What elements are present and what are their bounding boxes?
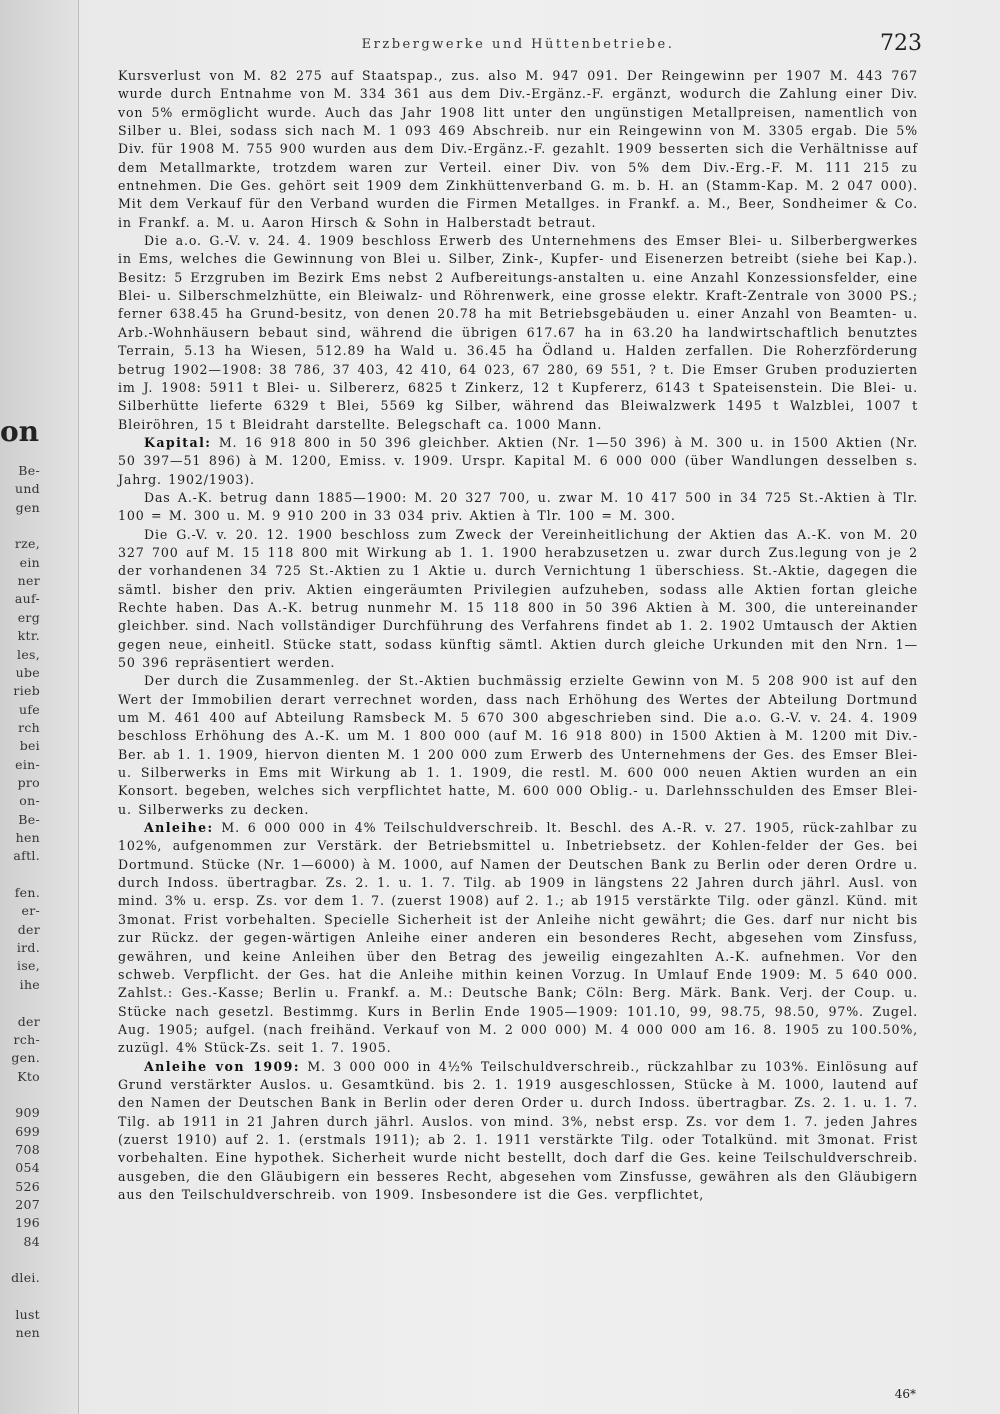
margin-fragment: aftl. <box>13 848 40 864</box>
article-body <box>118 67 918 1204</box>
margin-fragment: rze, <box>14 536 40 552</box>
margin-fragment: 909 <box>15 1105 40 1121</box>
margin-fragment: 84 <box>23 1233 40 1249</box>
margin-fragment: er- <box>21 903 40 919</box>
margin-fragment: 699 <box>15 1123 40 1139</box>
margin-fragment: gen. <box>11 1050 40 1066</box>
margin-fragment: auf- <box>14 591 40 607</box>
margin-fragment: und <box>14 481 40 497</box>
page-number: 723 <box>880 31 922 56</box>
margin-fragment: bei <box>19 738 40 754</box>
margin-fragment: on- <box>19 793 40 809</box>
margin-fragment: ube <box>15 664 40 680</box>
margin-fragment: les, <box>17 646 40 662</box>
paragraph-acquisition <box>118 232 918 434</box>
paragraph-earnings <box>118 67 918 232</box>
paragraph-anleihe <box>118 819 918 1057</box>
paragraph-capital-reduction <box>118 526 918 673</box>
paragraph-capital-history <box>118 489 918 526</box>
page-header <box>118 31 922 61</box>
margin-fragment: ein <box>19 554 40 570</box>
margin-fragment: pro <box>17 774 40 790</box>
margin-fragment: rch <box>18 719 40 735</box>
paragraph-anleihe-1909 <box>118 1058 918 1205</box>
margin-fragment: ise, <box>17 958 40 974</box>
margin-fragment: nen <box>15 1325 40 1341</box>
margin-fragment: fen. <box>14 885 40 901</box>
section-label-kapital: Kapital: <box>144 434 212 450</box>
margin-fragment: rch- <box>13 1031 40 1047</box>
signature-mark: 46* <box>894 1387 916 1401</box>
paragraph-text: M. 16 918 800 in 50 396 gleichber. Aktien (Nr. 1—50 396) à M. 300 u. in 1500 Aktien (Nr. 50 397—51 896) à M. 1200, Emiss. v. 1909. Urspr. Kapital M. 6 000 000 (über Wandlungen desselben s. Jahrg. 1902/1903). <box>118 434 918 487</box>
paragraph-text: Die a.o. G.-V. v. 24. 4. 1909 beschloss Erwerb des Unternehmens des Emser Blei- u. Silberbergwerkes in Ems, welches die Gewinnung von Blei u. Silber, Zink-, Kupfer- und Eisenerzen betreibt (siehe bei Kap.). Besitz: 5 Erzgruben im Bezirk Ems nebst 2 Aufbereitungs-anstalten u. eine Anzahl Konzessionsfelder, eine Blei- u. Silberschmelzhütte, ein Bleiwalz- und Röhrenwerk, eine grosse elektr. Kraft-Zentrale von 3000 PS.; ferner 638.45 ha Grund-besitz, von denen 20.78 ha mit Betriebsgebäuden u. einer Anzahl von Beamten- u. Arb.-Wohnhäusern bebaut sind, während die übrigen 617.67 ha in 63.20 ha landwirtschaftlich benutztes Terrain, 5.13 ha Wiesen, 512.89 ha Wald u. 36.45 ha Ödland u. Halden zerfallen. Die Roherzförderung betrug 1902—1908: 38 786, 37 403, 42 410, 64 023, 67 280, 69 551, ? t. Die Emser Gruben produzierten im J. 1908: 5911 t Blei- u. Silbererz, 6825 t Zinkerz, 12 t Kupfererz, 6143 t Spateisenstein. Die Blei- u. Silberhütte lieferte 6329 t Blei, 5569 kg Silber, während das Bleiwalzwerk 1495 t Walzblei, 1007 t Bleiröhren, 15 t Bleidraht darstellte. Belegschaft ca. 1000 Mann. <box>118 233 918 432</box>
margin-fragment: 054 <box>15 1160 40 1176</box>
margin-fragment: Kto <box>17 1068 40 1084</box>
running-head: Erzbergwerke und Hüttenbetriebe. <box>361 37 675 52</box>
paragraph-text: Das A.-K. betrug dann 1885—1900: M. 20 327 700, u. zwar M. 10 417 500 in 34 725 St.-Aktien à Tlr. 100 = M. 300 u. M. 9 910 200 in 33 034 priv. Aktien à Tlr. 100 = M. 300. <box>118 489 918 524</box>
paragraph-text: Die G.-V. v. 20. 12. 1900 beschloss zum Zweck der Vereinheitlichung der Aktien das A.-K. von M. 20 327 700 auf M. 15 118 800 mit Wirkung ab 1. 1. 1900 herabzusetzen u. zwar durch Zus.legung von je 2 der vorhandenen 34 725 St.-Aktien zu 1 Aktie u. durch Vernichtung 1 überschiess. St.-Aktie, dagegen die sämtl. bisher den priv. Aktien eingeräumten Privilegien aufzuheben, sodass alle Aktien fortan gleiche Rechte haben. Das A.-K. betrug nunmehr M. 15 118 800 in 50 396 Aktien à M. 300, die untereinander gleichber. sind. Nach vollständiger Durchführung des Verfahrens findet ab 1. 2. 1902 Umtausch der Aktien gegen neue, einheitl. Stücke statt, sodass künftig sämtl. Aktien durch gleiche Urkunden mit den Nrn. 1—50 396 repräsentiert werden. <box>118 526 918 670</box>
margin-fragment: 708 <box>15 1141 40 1157</box>
paragraph-text: M. 3 000 000 in 4½% Teilschuldverschreib., rückzahlbar zu 103%. Einlösung auf Grund verstärkter Auslos. u. Gesamtkünd. bis 2. 1. 1919 ausgeschlossen, Stücke à M. 1000, lautend auf den Namen der Deutschen Bank in Berlin oder deren Order u. durch Indoss. übertragbar. Zs. 2. 1. u. 1. 7. Tilg. ab 1911 in 21 Jahren durch jährl. Auslos. von mind. 3%, nebst ersp. Zs. vor dem 1. 7. jeden Jahres (zuerst 1910) auf 2. 1. (erstmals 1911); ab 2. 1. 1911 verstärkte Tilg. oder Totalkünd. mit 3monat. Frist vorbehalten. Eine hypothek. Sicherheit wurde nicht bestellt, doch darf die Ges. keine Teilschuldverschreib. ausgeben, die den Gläubigern ein besseres Recht, abgesehen vom Zinsfusse, gewähren als den Gläubigern aus den Teilschuldverschreib. von 1909. Insbesondere ist die Ges. verpflichtet, <box>118 1058 918 1202</box>
margin-fragment: der <box>17 1013 40 1029</box>
margin-fragment: rieb <box>13 683 40 699</box>
section-label-anleihe-1909: Anleihe von 1909: <box>144 1058 300 1074</box>
paragraph-text: Der durch die Zusammenleg. der St.-Aktien buchmässig erzielte Gewinn von M. 5 208 900 ist auf den Wert der Immobilien derart verrechnet worden, dass nach Erhöhung des Wertes der Abteilung Dortmund um M. 461 400 auf Abteilung Ramsbeck M. 5 670 300 abgeschrieben sind. Die a.o. G.-V. v. 24. 4. 1909 beschloss Erhöhung des A.-K. um M. 1 800 000 (auf M. 16 918 800) in 1500 Aktien à M. 1200 mit Div.-Ber. ab 1. 1. 1909, hiervon dienten M. 1 200 000 zum Erwerb des Unternehmens der Ges. des Emser Blei- u. Silberwerks in Ems mit Wirkung ab 1. 1. 1909, die restl. M. 600 000 neuen Aktien wurden an ein Konsort. begeben, welches sich verpflichtet hatte, M. 600 000 Oblig.- u. Darlehnsschulden des Emser Blei- u. Silberwerks zu decken. <box>118 673 918 817</box>
margin-fragment: ner <box>17 573 40 589</box>
section-label-anleihe: Anleihe: <box>144 820 214 836</box>
margin-fragment: ihe <box>19 976 40 992</box>
margin-fragment: 196 <box>15 1215 40 1231</box>
margin-fragment: 526 <box>15 1178 40 1194</box>
margin-fragment: ufe <box>19 701 40 717</box>
margin-fragment: 207 <box>15 1197 40 1212</box>
margin-fragment: der <box>17 921 40 937</box>
margin-heading-fragment: on <box>0 415 40 448</box>
margin-fragment: Be- <box>18 811 40 827</box>
margin-fragment: lust <box>15 1307 40 1323</box>
margin-fragment: ein- <box>15 756 40 772</box>
margin-fragment: ird. <box>16 940 40 956</box>
margin-fragment: gen <box>15 499 40 515</box>
margin-fragment: Be- <box>18 463 40 478</box>
adjacent-page-gutter <box>0 0 79 1414</box>
margin-fragment: hen <box>15 830 40 845</box>
paragraph-text: M. 6 000 000 in 4% Teilschuldverschreib. lt. Beschl. des A.-R. v. 27. 1905, rück-zahlbar zu 102%, aufgenommen zur Verstärk. der Betriebsmittel u. Inbetriebsetz. der Kohlen-felder der Ges. bei Dortmund. Stücke (Nr. 1—6000) à M. 1000, auf Namen der Deutschen Bank zu Berlin oder deren Ordre u. durch Indoss. übertragbar. Zs. 2. 1. u. 1. 7. Tilg. ab 1909 in längstens 22 Jahren durch jährl. Ausl. von mind. 3% u. ersp. Zs. vor dem 1. 7. (zuerst 1908) auf 2. 1.; ab 1915 verstärkte Tilg. oder gänzl. Künd. mit 3monat. Frist vorbehalten. Specielle Sicherheit ist der Anleihe nicht gewährt; die Ges. darf nur nicht bis zur Rückz. der gegen-wärtigen Anleihe einer anderen ein besonderes Recht, abgesehen vom Zinsfuss, gewähren, und keine Anleihen über den Betrag des jeweilig eingezahlten A.-K. aufnehmen. Vor den schweb. Verpflicht. der Ges. hat die Anleihe mithin keinen Vorzug. In Umlauf Ende 1909: M. 5 640 000. Zahlst.: Ges.-Kasse; Berlin u. Frankf. a. M.: Deutsche Bank; Cöln: Berg. Märk. Bank. Verj. der Coup. u. Stücke nach gesetzl. Bestimmg. Kurs in Berlin Ende 1905—1909: 101.10, 99, 98.75, 98.50, 97%. Zugel. Aug. 1905; aufgel. (nach freihänd. Verkauf von M. 2 000 000) M. 4 000 000 am 16. 8. 1905 zu 100.50%, zuzügl. 4% Stück-Zs. seit 1. 7. 1905. <box>118 820 918 1056</box>
margin-fragment: dlei. <box>11 1270 40 1286</box>
margin-fragment: ktr. <box>17 628 40 644</box>
paragraph-kapital <box>118 434 918 489</box>
paragraph-capital-increase <box>118 672 918 819</box>
paragraph-text: Kursverlust von M. 82 275 auf Staatspap., zus. also M. 947 091. Der Reingewinn per 1907 M. 443 767 wurde durch Entnahme von M. 334 361 aus dem Div.-Ergänz.-F. ergänzt, wodurch die Zahlung einer Div. von 5% ermöglicht wurde. Auch das Jahr 1908 litt unter den ungünstigen Metallpreisen, namentlich von Silber u. Blei, sodass sich nach M. 1 093 469 Abschreib. nur ein Reingewinn von M. 3305 ergab. Die 5% Div. für 1908 M. 755 900 wurden aus dem Div.-Ergänz.-F. gezahlt. 1909 besserten sich die Verhältnisse auf dem Metallmarkte, trotzdem waren zur Verteil. einer Div. von 5% dem Div.-Erg.-F. M. 111 215 zu entnehmen. Die Ges. gehört seit 1909 dem Zinkhüttenverband G. m. b. H. an (Stamm-Kap. M. 2 047 000). Mit dem Verkauf für den Verband wurden die Firmen Metallges. in Frankf. a. M., Beer, Sondheimer & Co. in Frankf. a. M. u. Aaron Hirsch & Sohn in Halberstadt betraut. <box>118 68 918 230</box>
margin-fragment: erg <box>17 609 40 625</box>
